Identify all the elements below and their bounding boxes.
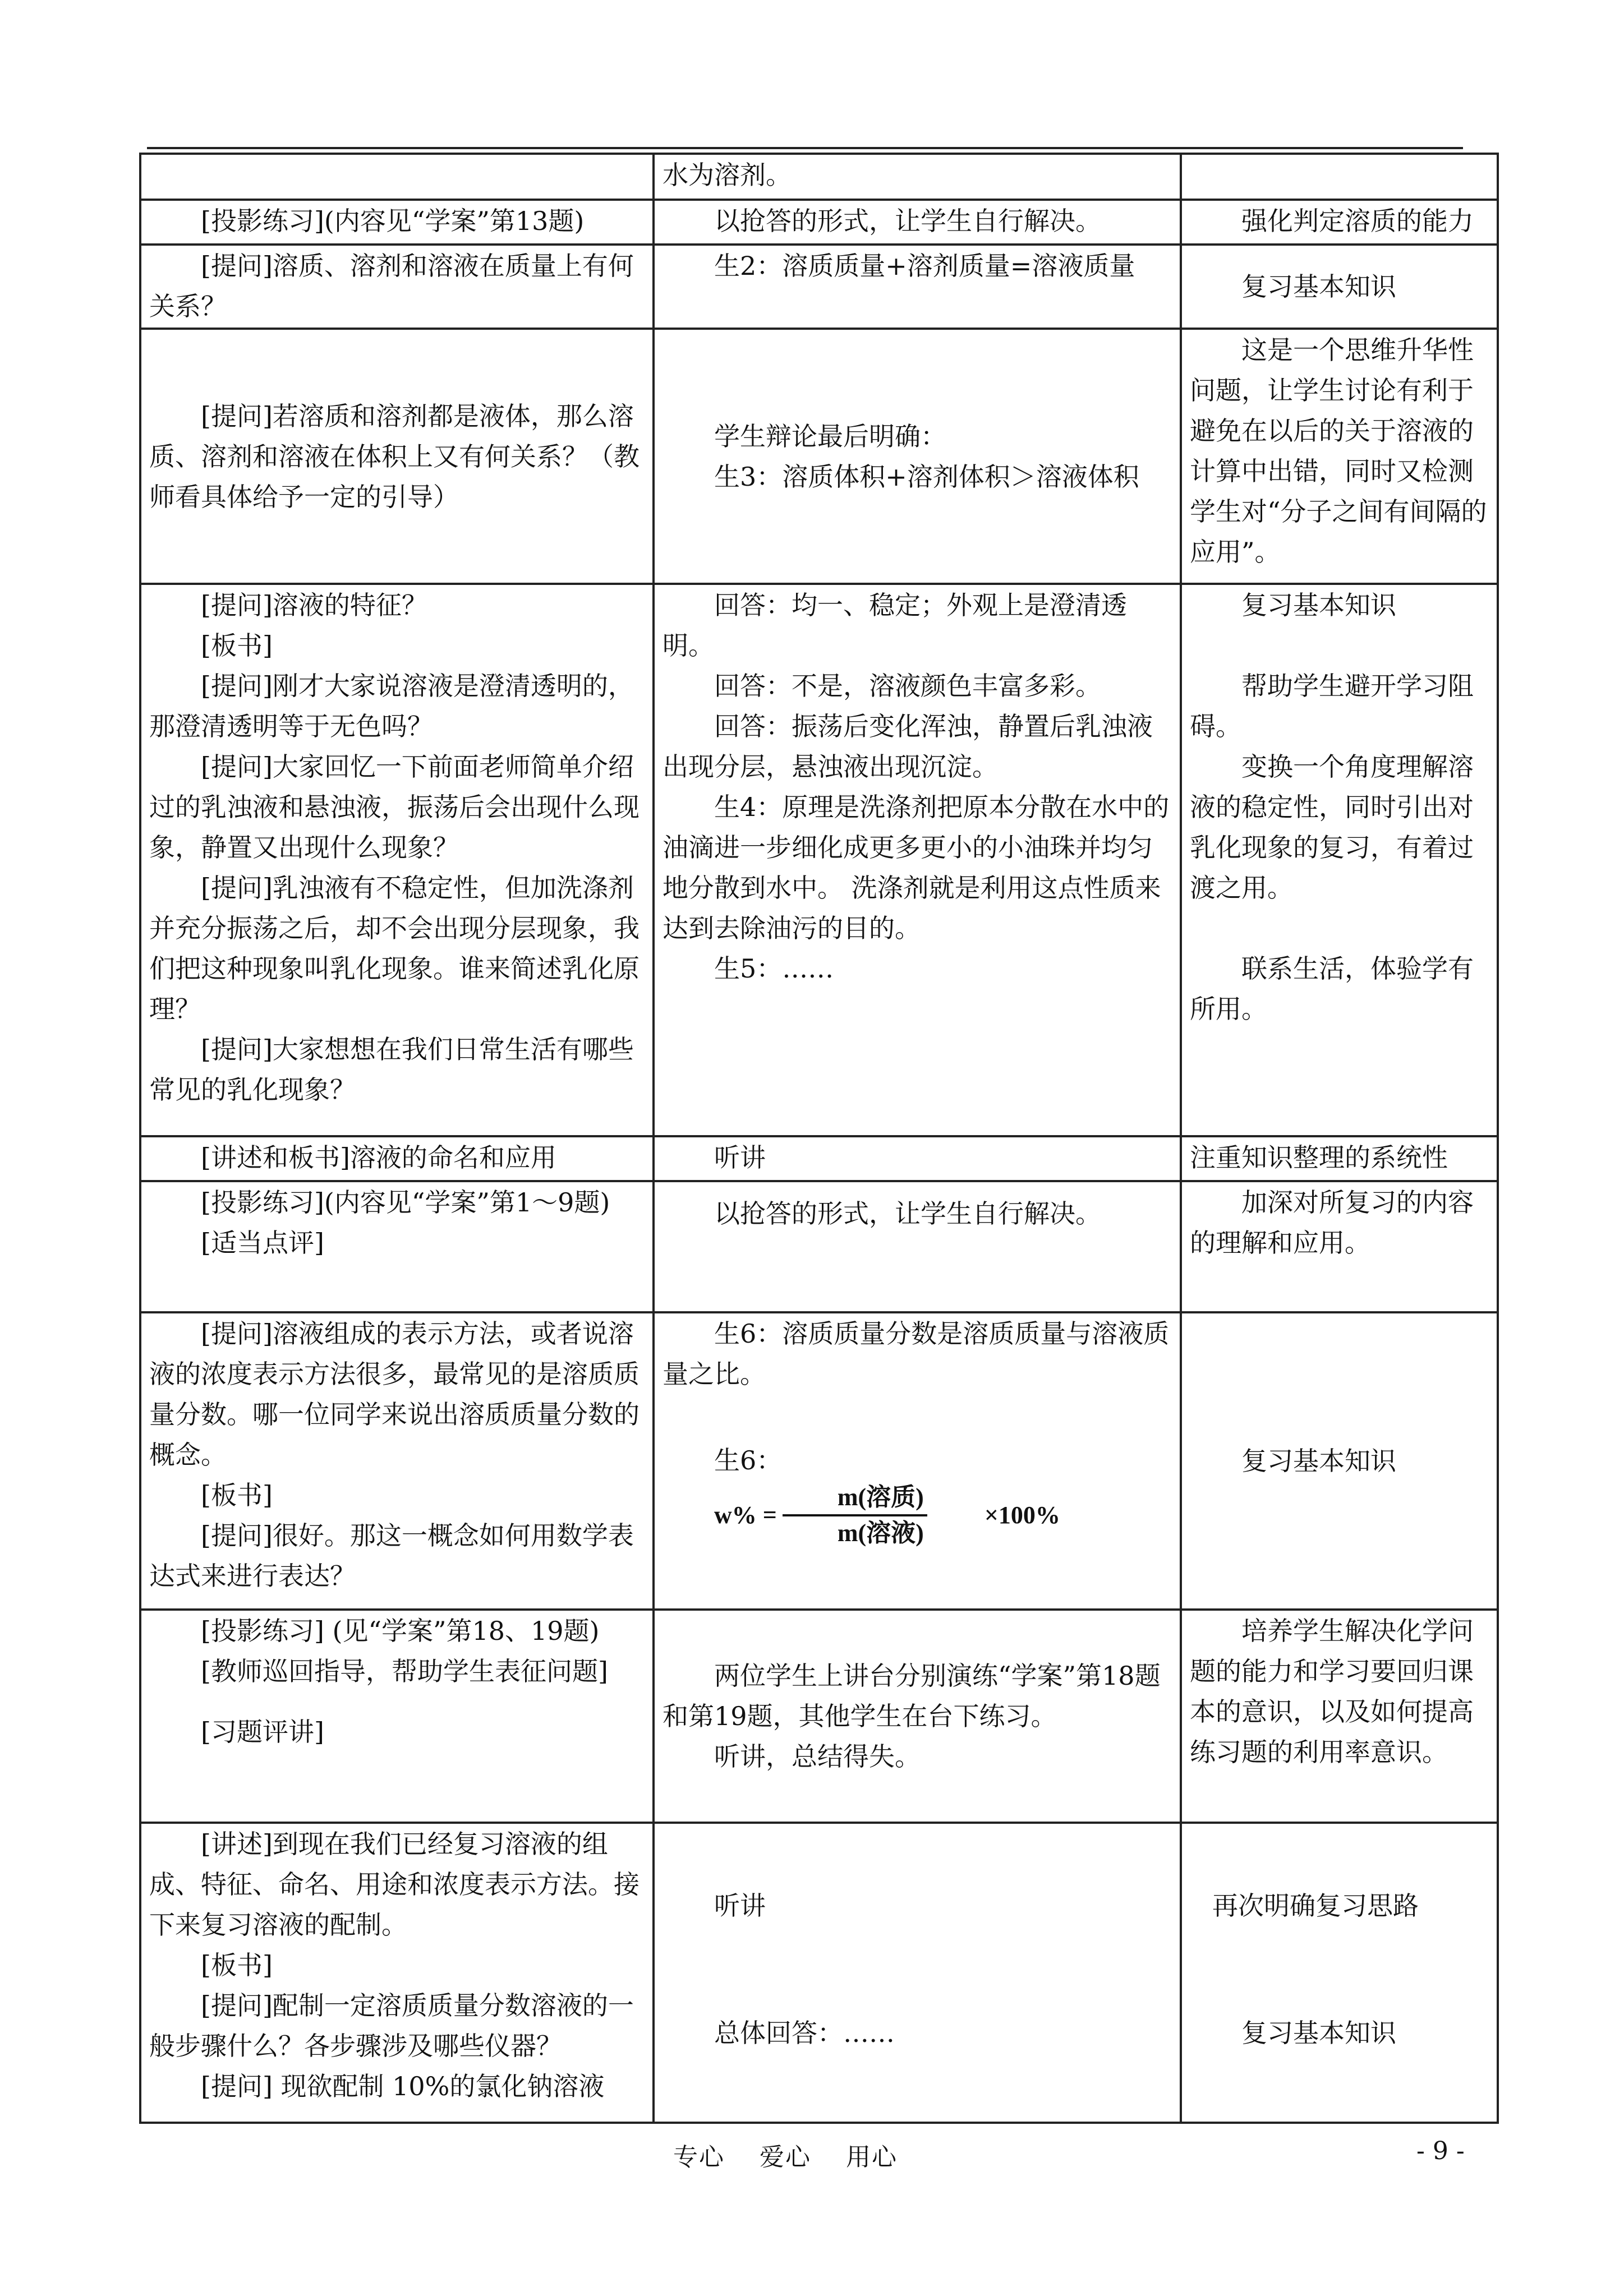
- lesson-plan-table: [139, 153, 1499, 2124]
- design-intent-cell: 再次明确复习思路 复习基本知识: [1181, 1823, 1498, 2123]
- design-intent-cell: [1181, 154, 1498, 200]
- teacher-activity-cell: [提问]溶液组成的表示方法，或者说溶液的浓度表示方法很多，最常见的是溶质质量分数。哪一位同学来说出溶质质量分数的概念。 [板书] [提问]很好。那这一概念如何用数学表达式来进行表达？: [140, 1312, 654, 1610]
- table-row: [140, 1610, 1498, 1823]
- mass-fraction-formula: w% = $\frac{\text{m(溶质)}}{\text{m(溶液)}}$ ×100%: [663, 1481, 1060, 1550]
- formula-fraction: $\frac{\text{m(溶质)}}{\text{m(溶液)}}$: [783, 1481, 927, 1550]
- design-intent-cell: 复习基本知识: [1181, 245, 1498, 329]
- teacher-activity-cell: [讲述和板书]溶液的命名和应用: [140, 1136, 654, 1181]
- header-rule: [147, 147, 1463, 149]
- table-row: [140, 1136, 1498, 1181]
- design-intent-cell: 复习基本知识 帮助学生避开学习阻碍。 变换一个角度理解溶液的稳定性，同时引出对乳化现象的复习，有着过渡之用。 联系生活，体验学有所用。: [1181, 584, 1498, 1136]
- table-row: [140, 154, 1498, 200]
- table-row: [140, 1823, 1498, 2123]
- student-activity-cell: 听讲 总体回答：……: [654, 1823, 1181, 2123]
- design-intent-cell: 加深对所复习的内容的理解和应用。: [1181, 1181, 1498, 1312]
- student-activity-cell: 两位学生上讲台分别演练“学案”第18题和第19题，其他学生在台下练习。 听讲，总结得失。: [654, 1610, 1181, 1823]
- formula-line: 生6： w% = $\frac{\text{m(溶质)}}{\text{m(溶液)}}$ ×100%: [663, 1440, 1172, 1550]
- table-row: [140, 245, 1498, 329]
- student-activity-cell: 生6：溶质质量分数是溶质质量与溶液质量之比。 生6： w% = $\frac{\text{m(溶质)}}{\text{m(溶液)}}$ ×100%: [654, 1312, 1181, 1610]
- teacher-activity-cell: [讲述]到现在我们已经复习溶液的组成、特征、命名、用途和浓度表示方法。接下来复习溶液的配制。 [板书] [提问]配制一定溶质质量分数溶液的一般步骤什么？各步骤涉及哪些仪器？ [提问] 现欲配制 10%的氯化钠溶液: [140, 1823, 654, 2123]
- student-activity-cell: 以抢答的形式，让学生自行解决。: [654, 1181, 1181, 1312]
- teacher-activity-cell: [提问]溶液的特征？ [板书] [提问]刚才大家说溶液是澄清透明的，那澄清透明等于无色吗？ [提问]大家回忆一下前面老师简单介绍过的乳浊液和悬浊液，振荡后会出现什么现象，静置又出现什么现象？ [提问]乳浊液有不稳定性，但加洗涤剂并充分振荡之后，却不会出现分层现象，我们把这种现象叫乳化现象。谁来简述乳化原理？ [提问]大家想想在我们日常生活有哪些常见的乳化现象？: [140, 584, 654, 1136]
- table-row: [140, 1181, 1498, 1312]
- table-row: [140, 329, 1498, 584]
- design-intent-cell: 培养学生解决化学问题的能力和学习要回归课本的意识，以及如何提高练习题的利用率意识。: [1181, 1610, 1498, 1823]
- student-activity-cell: 听讲: [654, 1136, 1181, 1181]
- student-activity-cell: 生2：溶质质量+溶剂质量=溶液质量: [654, 245, 1181, 329]
- footer-motto: 专心 爱心 用心: [673, 2143, 898, 2171]
- design-intent-cell: 强化判定溶质的能力: [1181, 200, 1498, 245]
- table-row: [140, 1312, 1498, 1610]
- teacher-activity-cell: [投影练习] (见“学案”第18、19题) [教师巡回指导，帮助学生表征问题] [习题评讲]: [140, 1610, 654, 1823]
- teacher-activity-cell: [提问]溶质、溶剂和溶液在质量上有何关系？: [140, 245, 654, 329]
- teacher-activity-cell: [提问]若溶质和溶剂都是液体，那么溶质、溶剂和溶液在体积上又有何关系？（教师看具体给予一定的引导）: [140, 329, 654, 584]
- student-activity-cell: 回答：均一、稳定；外观上是澄清透明。 回答：不是，溶液颜色丰富多彩。 回答：振荡后变化浑浊，静置后乳浊液出现分层，悬浊液出现沉淀。 生4：原理是洗涤剂把原本分散在水中的油滴进一步细化成更多更小的小油珠并均匀地分散到水中。 洗涤剂就是利用这点性质来达到去除油污的目的。 生5：……: [654, 584, 1181, 1136]
- student-activity-cell: 水为溶剂。: [654, 154, 1181, 200]
- design-intent-cell: 这是一个思维升华性问题，让学生讨论有利于避免在以后的关于溶液的计算中出错，同时又检测学生对“分子之间有间隔的应用”。: [1181, 329, 1498, 584]
- student-activity-cell: 学生辩论最后明确： 生3：溶质体积+溶剂体积＞溶液体积: [654, 329, 1181, 584]
- table-row: [140, 200, 1498, 245]
- design-intent-cell: 注重知识整理的系统性: [1181, 1136, 1498, 1181]
- page-number: - 9 -: [1416, 2137, 1465, 2165]
- table-row: [140, 584, 1498, 1136]
- teacher-activity-cell: [140, 154, 654, 200]
- design-intent-cell: 复习基本知识: [1181, 1312, 1498, 1610]
- teacher-activity-cell: [投影练习](内容见“学案”第1～9题) [适当点评]: [140, 1181, 654, 1312]
- student-activity-cell: 以抢答的形式，让学生自行解决。: [654, 200, 1181, 245]
- teacher-activity-cell: [投影练习](内容见“学案”第13题): [140, 200, 654, 245]
